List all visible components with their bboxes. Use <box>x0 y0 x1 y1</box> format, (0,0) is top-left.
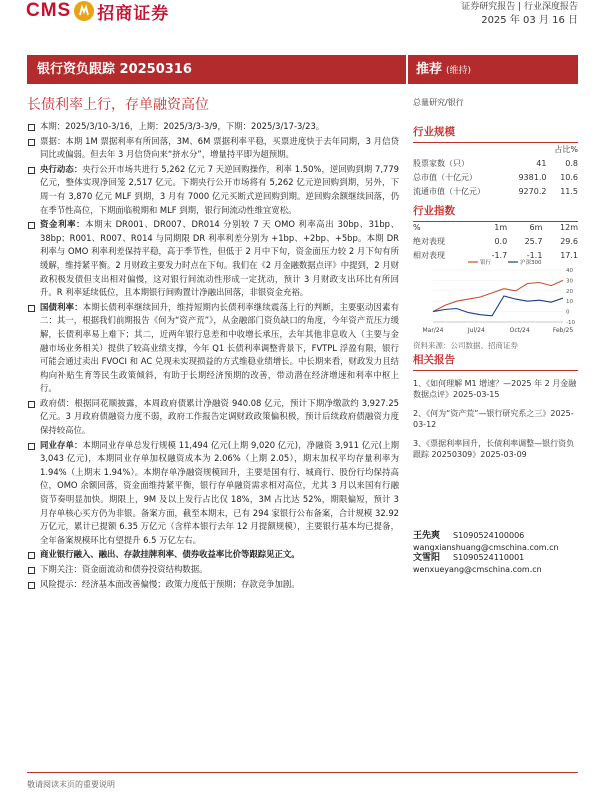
analyst-card <box>413 552 542 575</box>
bullet-paragraph <box>27 120 399 134</box>
y-tick-label: -10 <box>566 320 575 326</box>
bullet-paragraph <box>27 439 399 548</box>
table-row: 总市值（十亿元） 9381.0 10.6 <box>413 172 578 182</box>
paragraph-text: 本期末 DR001、DR007、DR014 分别较 7 天 OMO 利率高出 30bp、31bp、38bp；R001、R007、R014 与同期限 DR 利率利差分别为 +1bp、+2bp、+5bp。本期 DR 利率与 OMO 利率利差保持平稳，高于季节性，但低于 2 月中下旬，资金面压力较 2 月下旬有所缓解，维持紧平衡。2 月财政主要发力时点在下旬。我们在《2 月金融数据点评》中提到，2 月财政积极发债但支出相对偏慢，这对银行间流动性形成一定扰动，预计 3 月财政支出环比有所回升。R 利率延续低位，且本期银行间购置计净融出回落，非银资金充裕。 <box>40 219 399 298</box>
bullet-paragraph <box>27 301 399 396</box>
paragraph-text: 票据：本期 1M 票据利率有所回落，3M、6M 票据利率平稳，买票进度快于去年同期，3 月信贷同比或偏弱。但去年 3 月信贷向来“挤水分”，增量持平即为超预期。 <box>40 135 399 160</box>
paragraph-text: 本期长债利率继续回升，维持短期内长债利率继续震荡上行的判断，主要驱动因素有二：其一，根据我们前期报告《何为“资产荒”》，从金融部门资负缺口的角度，今年资产荒压力缓解，长债利率易上难下；其二，近两年银行息差和中收增长承压，去年其他非息收入（主要与金融市场业务相关）提供了较高业绩支撑，今年 Q1 长债利率调整背景下，FVTPL 浮盈有限，银行可能会通过卖出 FVOCI 和 AC 兑现未实现损益的方式维稳业绩增长。中长期来看，财政发力且结构向补贴生育等民生政策倾斜，有助于长期经济预期的改善，带动潜在经济增速和利率中枢上行。 <box>40 301 400 394</box>
x-tick-label: Oct/24 <box>509 327 530 334</box>
list-item[interactable]: 1、《如何理解 M1 增速？—2025 年 2 月金融数据点评》2025-03-15 <box>413 379 577 399</box>
paragraph-text: 本期：2025/3/10-3/16，上期：2025/3/3-3/9，下期：2025/3/17-3/23。 <box>40 121 325 131</box>
bullet-paragraph <box>27 135 399 162</box>
x-tick-label: Jul/24 <box>467 327 485 334</box>
bullet-paragraph <box>27 578 399 592</box>
category-label: 总量研究/银行 <box>413 98 464 107</box>
chart-source: 资料来源：公司数据、招商证券 <box>413 341 518 350</box>
company-logo <box>26 0 169 22</box>
paragraph-lead: 资金利率： <box>40 219 86 230</box>
footer-divider <box>27 772 578 773</box>
paragraph-lead: 商业银行融入、融出、存款挂牌利率、债券收益率比价等跟踪见正文。 <box>40 549 300 560</box>
y-tick-label: 30 <box>566 278 573 285</box>
logo-chinese-name: 招商证券 <box>97 3 170 24</box>
analyst-email[interactable]: wenxueyang@cmschina.com.cn <box>413 565 542 574</box>
bullet-paragraph <box>27 163 399 217</box>
industry-index-title: 行业指数 <box>413 203 578 222</box>
rating-box <box>406 55 578 84</box>
table-row: 股票家数（只） 41 0.8 <box>413 158 578 168</box>
legend-label: 沪深300 <box>520 260 542 266</box>
y-tick-label: 20 <box>566 288 573 295</box>
list-item[interactable]: 3、《票据利率回升，长债利率调整—银行资负跟踪 20250309》2025-03-09 <box>413 439 575 459</box>
paragraph-lead: 同业存单： <box>40 439 83 450</box>
main-body <box>27 120 399 592</box>
related-reports-list <box>413 378 578 468</box>
bullet-paragraph <box>27 548 399 562</box>
x-tick-label: Mar/24 <box>422 327 444 334</box>
table-row: 绝对表现 0.0 25.7 29.6 <box>413 236 578 246</box>
paragraph-text: 政府债：根据同花顺披露，本周政府债累计净融资 940.08 亿元，预计下期净缴款约 3,927.25 亿元。3 月政府债融资力度不弱，政府工作报告定调财政政策偏积极，预计后续政府债融资力度保持较高位。 <box>40 397 399 436</box>
table-header-row: % 1m 6m 12m <box>413 222 578 232</box>
y-tick-label: 40 <box>566 268 573 274</box>
analyst-name: 王先爽 <box>413 531 441 541</box>
list-item[interactable]: 2、《何为“资产荒”—银行研究系之三》2025-03-12 <box>413 409 574 429</box>
y-tick-label: 0 <box>566 309 570 316</box>
industry-scale-title: 行业规模 <box>413 124 578 143</box>
paragraph-lead: 国债利率： <box>40 301 83 312</box>
legend-label: 银行 <box>480 260 492 266</box>
report-title-banner: 银行资负跟踪 20250316 <box>27 55 406 84</box>
report-date: 2025 年 03 月 16 日 <box>481 15 578 26</box>
index-line-chart <box>413 256 578 338</box>
paragraph-text: 央行公开市场共进行 5,262 亿元 7 天逆回购操作，利率 1.50%，逆回购到期 7,779 亿元，整体实现净回笼 2,517 亿元。下期央行公开市场将有 5,262 亿元逆回购到期，另外，下周一有 3,870 亿元 MLF 到期，3 月有 7000 亿元买断式逆回购到期。逆回购余额继续回落，仍在季节性高位，下期面临税期和 MLF 到期，银行间流动性维宜宽松。 <box>40 163 400 215</box>
series-line-1 <box>433 296 563 316</box>
headline: 长债利率上行，存单融资高位 <box>27 97 209 113</box>
analyst-license: S1090524100006 <box>453 531 525 540</box>
analyst-license: S1090524110001 <box>453 553 525 562</box>
table-row: 流通市值（十亿元） 9270.2 11.5 <box>413 186 578 196</box>
report-meta <box>461 0 578 28</box>
bullet-paragraph <box>27 397 399 438</box>
analyst-email[interactable]: wangxianshuang@cmschina.com.cn <box>413 543 559 552</box>
report-type: 证券研究报告 | 行业深度报告 <box>461 2 578 12</box>
paragraph-text: 下期关注：资金面流动和债券投资结构数据。 <box>40 564 208 574</box>
rating-note: (维持) <box>446 66 472 76</box>
industry-scale-table <box>413 142 578 198</box>
y-tick-label: 10 <box>566 299 573 306</box>
x-tick-label: Feb/25 <box>552 327 574 334</box>
paragraph-text: 风险提示：经济基本面改善偏慢；政策力度低于预期；存款竞争加剧。 <box>40 578 300 589</box>
bullet-paragraph <box>27 563 399 577</box>
rating: 推荐 <box>416 62 443 77</box>
paragraph-text: 本期同业存单总发行规模 11,494 亿元(上期 9,020 亿元)，净融资 3,911 亿元(上期 3,043 亿元)，本期同业存单加权融资成本为 2.06%（上期 2.05），期末加权平均存量利率为 1.94%（上期末 1.94%）。本期存单净融资规模回升，主要是国有行、城商行、股份行均保持高位，OMO 余额回落，资金面维持紧平衡，银行存单融资需求相对高位，尤其 3 月以来国有行融资节奏明显加快。期限上，9M 及以上发行占比仅 18%，3M 占比达 52%，期限偏短，预计 3 月存单核心买方仍为非银。备案方面，截至本期末，已有 294 家银行公布备案，合计规模 32.92 万亿元，累计已提额 6.35 万亿元（含样本银行去年 12 月提额规模），主要银行基本均已提备，全年备案规模环比有望提升 6.5 万亿左右。 <box>40 439 400 545</box>
analyst-name: 文雪阳 <box>413 553 441 563</box>
logo-cms-text: CMS <box>26 0 72 21</box>
table-row: 相对表现 -1.7 -1.1 17.1 <box>413 250 578 260</box>
footer-note: 敬请阅读末页的重要说明 <box>27 780 115 789</box>
scale-col-header: 占比% <box>554 144 578 154</box>
paragraph-lead: 央行动态： <box>40 163 83 174</box>
bullet-paragraph <box>27 218 399 300</box>
logo-emblem-icon <box>74 1 94 21</box>
related-reports-title: 相关报告 <box>413 352 578 371</box>
analyst-card <box>413 530 559 553</box>
